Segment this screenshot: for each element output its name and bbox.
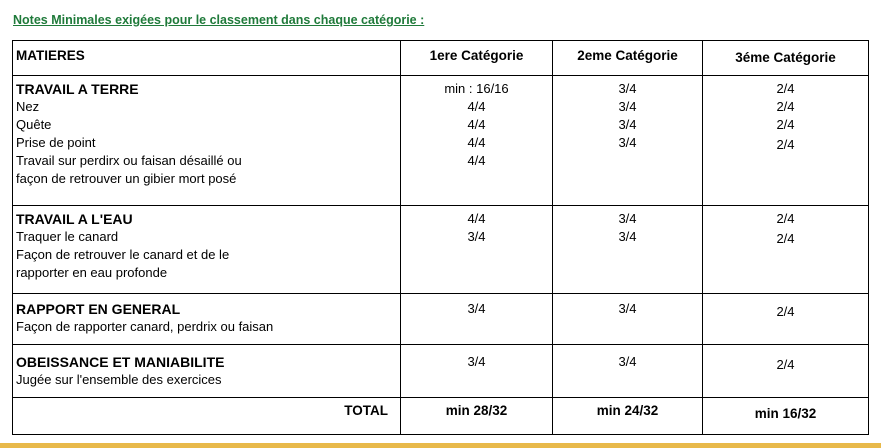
score: 4/4 xyxy=(467,99,486,114)
criterion: Quête xyxy=(16,117,52,132)
section-title: OBEISSANCE ET MANIABILITE xyxy=(16,354,225,370)
row-divider xyxy=(13,344,868,345)
total-label: TOTAL xyxy=(344,403,388,418)
score: 3/4 xyxy=(618,229,637,244)
row-divider xyxy=(13,205,868,206)
score: 4/4 xyxy=(467,153,486,168)
section-obeissance xyxy=(16,353,224,389)
score: 2/4 xyxy=(776,99,795,114)
score: 3/4 xyxy=(618,99,637,114)
cat2-scores xyxy=(553,80,702,152)
score: 2/4 xyxy=(776,231,795,246)
criterion: Travail sur perdirx ou faisan désaillé ou xyxy=(16,153,242,168)
score: 2/4 xyxy=(776,117,795,132)
section-title: TRAVAIL A TERRE xyxy=(16,81,139,97)
score: 2/4 xyxy=(776,357,795,372)
section-rapport xyxy=(16,300,273,336)
score: 3/4 xyxy=(618,354,637,369)
criterion: façon de retrouver un gibier mort posé xyxy=(16,171,237,186)
page-title: Notes Minimales exigées pour le classement dans chaque catégorie : xyxy=(13,13,425,27)
criterion: Jugée sur l'ensemble des exercices xyxy=(16,372,222,387)
section-title: TRAVAIL A L'EAU xyxy=(16,211,133,227)
criterion: Traquer le canard xyxy=(16,229,119,244)
cat1-scores xyxy=(401,210,552,246)
score: 3/4 xyxy=(618,211,637,226)
total-cat3: min 16/32 xyxy=(754,406,817,421)
score: 3/4 xyxy=(467,229,486,244)
header-cat1: 1ere Catégorie xyxy=(429,48,524,63)
score: 3/4 xyxy=(618,301,637,316)
criterion: Façon de retrouver le canard et de le xyxy=(16,247,230,262)
score: 4/4 xyxy=(467,211,486,226)
score: 3/4 xyxy=(618,81,637,96)
criterion: rapporter en eau profonde xyxy=(16,265,168,280)
bottom-accent-bar xyxy=(0,443,881,448)
section-travail-terre xyxy=(16,80,242,188)
cat3-scores xyxy=(703,80,868,154)
cat3-scores xyxy=(703,210,868,248)
criterion: Prise de point xyxy=(16,135,96,150)
score: 2/4 xyxy=(776,137,795,152)
section-travail-eau xyxy=(16,210,229,282)
score: min : 16/16 xyxy=(444,81,509,96)
total-cat2: min 24/32 xyxy=(596,403,659,418)
score: 2/4 xyxy=(776,81,795,96)
cat1-scores xyxy=(401,80,552,170)
total-cat1: min 28/32 xyxy=(445,403,508,418)
header-matieres: MATIERES xyxy=(16,48,85,63)
criterion: Façon de rapporter canard, perdrix ou faisan xyxy=(16,319,274,334)
section-title: RAPPORT EN GENERAL xyxy=(16,301,181,317)
row-divider xyxy=(13,397,868,398)
row-divider xyxy=(13,75,868,76)
header-cat3: 3éme Catégorie xyxy=(735,50,836,65)
criterion: Nez xyxy=(16,99,40,114)
score: 4/4 xyxy=(467,117,486,132)
score: 4/4 xyxy=(467,135,486,150)
score: 2/4 xyxy=(776,304,795,319)
row-divider xyxy=(13,293,868,294)
score: 2/4 xyxy=(776,211,795,226)
score: 3/4 xyxy=(618,117,637,132)
score: 3/4 xyxy=(467,354,486,369)
score: 3/4 xyxy=(618,135,637,150)
cat2-scores xyxy=(553,210,702,246)
header-cat2: 2eme Catégorie xyxy=(577,48,678,63)
grades-table xyxy=(12,40,869,435)
score: 3/4 xyxy=(467,301,486,316)
